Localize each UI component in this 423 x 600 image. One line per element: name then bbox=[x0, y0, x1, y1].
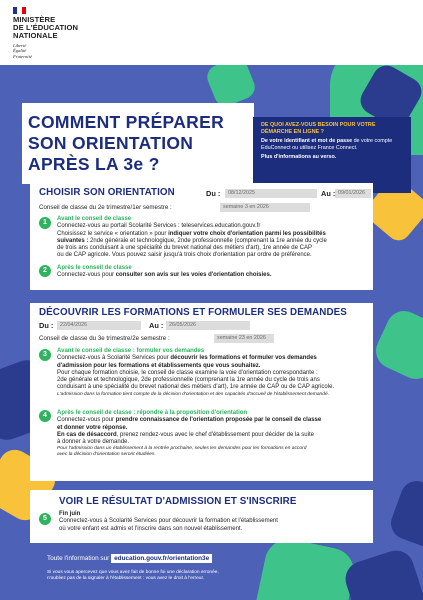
step-number-4: 4 bbox=[39, 410, 51, 422]
step-4-text: Après le conseil de classe : répondre à la proposition d'orientation Connectez-vous pour prendre connaissance de l'orientation proposée par le conseil de classe et donner votre réponse. En cas de désaccord, prenez rendez-vous avec le chef d'établissement pour décider de la suite à donner à votre demande. Pour l'admission dans un établissement à la rentrée prochaine, seules les demandes pour les formations en accord avec la décision d'orientation seront étudiées. bbox=[57, 410, 322, 458]
ministry-logo-text: MINISTÈRE DE L'ÉDUCATION NATIONALE bbox=[13, 15, 79, 41]
decorative-square bbox=[341, 546, 423, 600]
date-start-field[interactable]: 22/04/2026 bbox=[57, 321, 141, 330]
main-title: COMMENT PRÉPARER SON ORIENTATION APRÈS LA 3e ? bbox=[22, 103, 254, 184]
conseil-week-field[interactable]: semaine 3 en 2026 bbox=[220, 203, 310, 212]
orientation-link[interactable]: education.gouv.fr/orientation3e bbox=[111, 554, 212, 563]
conseil-week-field[interactable]: semaine 23 en 2026 bbox=[214, 334, 274, 343]
step-number-5: 5 bbox=[39, 513, 51, 525]
decorative-square bbox=[370, 305, 423, 385]
poster-background bbox=[0, 65, 423, 600]
date-end-field[interactable]: 26/05/2026 bbox=[166, 321, 250, 330]
footer-note: Si vous vous apercevez que vous avez fait de bonne foi une déclaration erronée, n'oubliez pas de la signaler à l'établissement : vous avez le droit à l'erreur. bbox=[47, 570, 219, 581]
step-number-2: 2 bbox=[39, 265, 51, 277]
french-flag-icon bbox=[13, 7, 26, 14]
republic-motto: Liberté Égalité Fraternité bbox=[13, 43, 32, 59]
step-number-1: 1 bbox=[39, 217, 51, 229]
decorative-square bbox=[252, 535, 359, 600]
date-start-field[interactable]: 08/12/2025 bbox=[225, 189, 317, 198]
section-decouvrir-formations: DÉCOUVRIR LES FORMATIONS ET FORMULER SES DEMANDES Du : 22/04/2026 Au : 26/05/2026 Conseil de classe du 3e trimestre/2e semestre : semaine 23 en 2026 3 Avant le conseil de classe : formuler vos demandes Connectez-vous à Scolarité Services pour découvrir les formations et formuler vos demandes d'admission pour les formations et établissements que vous souhaitez. Pour chaque formation choisie, le conseil de classe examine la voie d'orientation correspondante : 2de générale et technologique, 2de professionnelle (comprenant la 1re année du cycle de trois ans conduisant à une spécialité du brevet national des métiers d'art), 1re année de CAP ou de CAP agricole. L'admission dans la formation tient compte de la décision d'orientation et des capacités d'accueil de l'établissement demandé. 4 Après le conseil de classe : répondre à la proposition d'orientation Connectez-vous pour prendre connaissance de l'orientation proposée par le conseil de classe et donner votre réponse. En cas de désaccord, prenez rendez-vous avec le chef d'établissement pour décider de la suite à donner à votre demande. Pour l'admission dans un établissement à la rentrée prochaine, seules les demandes pour les formations en accord avec la décision d'orientation seront étudiées. bbox=[30, 303, 373, 481]
section-title: CHOISIR SON ORIENTATION bbox=[39, 187, 175, 198]
page-header bbox=[0, 0, 423, 65]
date-end-field[interactable]: 09/01/2026 bbox=[335, 189, 371, 198]
step-2-text: Après le conseil de classe Connectez-vous pour consulter son avis sur les voies d'orientation choisies. bbox=[57, 265, 272, 279]
section-title: DÉCOUVRIR LES FORMATIONS ET FORMULER SES DEMANDES bbox=[39, 307, 347, 318]
info-badge: DE QUOI AVEZ-VOUS BESOIN POUR VOTRE DÉMARCHE EN LIGNE ? De votre identifiant et mot de passe de votre compte EduConnect ou utilisez France Connect. Plus d'informations au verso. bbox=[253, 117, 411, 193]
footer-info: Toute l'information sur education.gouv.fr/orientation3e bbox=[47, 555, 212, 562]
step-5-text: Fin juin Connectez-vous à Scolarité Services pour découvrir la formation et l'établissement où votre enfant est admis et l'inscrire dans son nouvel établissement. bbox=[59, 511, 278, 532]
section-choisir-orientation: CHOISIR SON ORIENTATION Du : 08/12/2025 Au : 09/01/2026 Conseil de classe du 2e trimestre/1er semestre : semaine 3 en 2026 1 Avant le conseil de classe Connectez-vous au portail Scolarité Services : teleservices.education.gouv.fr Choisissez le service « orientation » pour indiquer votre choix d'orientation parmi les possibilités suivantes : 2nde générale et technologique, 2nde professionnelle (comprenant la 1re année du cycle de trois ans conduisant à une spécialité du brevet national des métiers d'art), 1re année de CAP ou de CAP agricole. Vous pouvez saisir jusqu'à trois choix d'orientation par ordre de préférence. 2 Après le conseil de classe Connectez-vous pour consulter son avis sur les voies d'orientation choisies. bbox=[30, 183, 373, 290]
section-title: VOIR LE RÉSULTAT D'ADMISSION ET S'INSCRIRE bbox=[59, 496, 297, 507]
step-1-text: Avant le conseil de classe Connectez-vous au portail Scolarité Services : teleservices.education.gouv.fr Choisissez le service « orientation » pour indiquer votre choix d'orientation parmi les possibilités suivantes : 2nde générale et technologique, 2nde professionnelle (comprenant la 1re année du cycle de trois ans conduisant à une spécialité du brevet national des métiers d'art), 1re année de CAP ou de CAP agricole. Vous pouvez saisir jusqu'à trois choix d'orientation par ordre de préférence. bbox=[57, 216, 327, 259]
decorative-square bbox=[387, 477, 423, 554]
section-resultat-admission bbox=[30, 490, 373, 543]
step-3-text: Avant le conseil de classe : formuler vos demandes Connectez-vous à Scolarité Services pour découvrir les formations et formuler vos demandes d'admission pour les formations et établissements que vous souhaitez. Pour chaque formation choisie, le conseil de classe examine la voie d'orientation correspondante : 2de générale et technologique, 2de professionnelle (comprenant la 1re année du cycle de trois ans conduisant à une spécialité du brevet national des métiers d'art), 1re année de CAP ou de CAP agricole. L'admission dans la formation tient compte de la décision d'orientation et des capacités d'accueil de l'établissement demandé. bbox=[57, 348, 335, 397]
step-number-3: 3 bbox=[39, 349, 51, 361]
